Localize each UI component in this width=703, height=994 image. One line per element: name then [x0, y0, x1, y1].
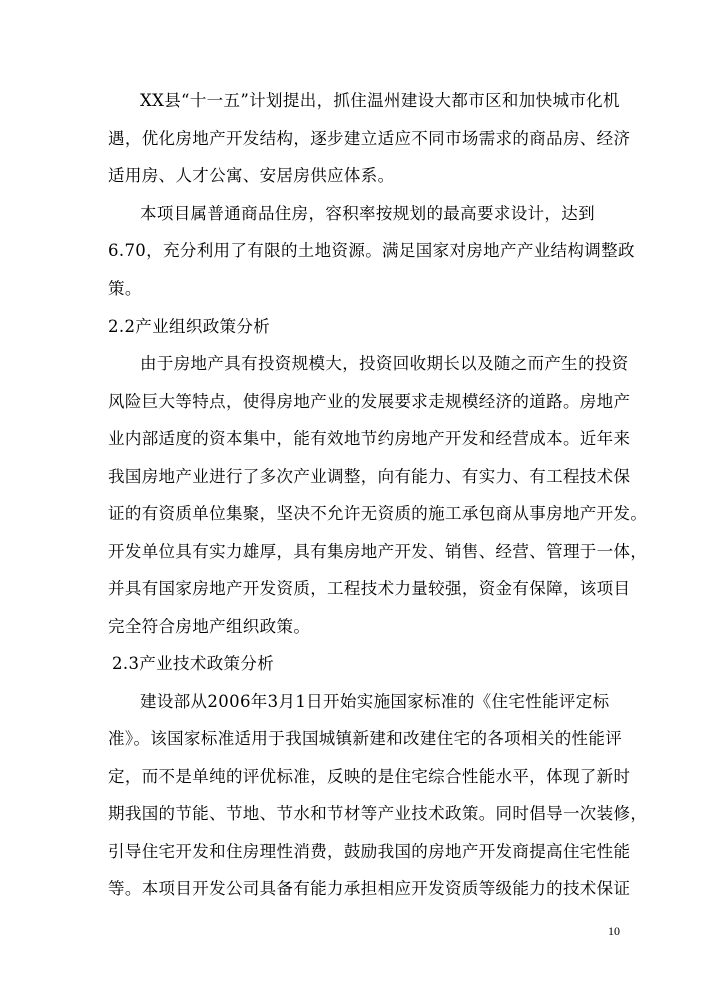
- paragraph-line-4: 本项目属普通商品住房，容积率按规划的最高要求设计，达到: [140, 204, 595, 223]
- paragraph-line-12: 开发单位具有实力雄厚，具有集房地产开发、销售、经营、管理于一体，: [108, 542, 648, 561]
- paragraph-line-17: 定，而不是单纯的评优标准，反映的是住宅综合性能水平，体现了新时: [108, 767, 631, 786]
- section-heading-2-2: 2.2产业组织政策分析: [108, 317, 271, 336]
- paragraph-line-16: 准》。该国家标准适用于我国城镇新建和改建住宅的各项相关的性能评: [108, 729, 623, 748]
- paragraph-line-19: 引导住宅开发和住房理性消费，鼓励我国的房地产开发商提高住宅性能: [108, 842, 631, 861]
- paragraph-line-9: 业内部适度的资本集中，能有效地节约房地产开发和经营成本。近年来: [108, 429, 631, 448]
- paragraph-line-18: 期我国的节能、节地、节水和节材等产业技术政策。同时倡导一次装修，: [108, 804, 648, 823]
- paragraph-line-13: 并具有国家房地产开发资质，工程技术力量较强，资金有保障，该项目: [108, 579, 631, 598]
- paragraph-line-14: 完全符合房地产组织政策。: [108, 617, 311, 636]
- page-number: 10: [608, 924, 620, 938]
- paragraph-line-6: 策。: [108, 279, 142, 298]
- paragraph-line-1: XX县“十一五”计划提出，抓住温州建设大都市区和加快城市化机: [140, 91, 620, 110]
- paragraph-line-10: 我国房地产业进行了多次产业调整，向有能力、有实力、有工程技术保: [108, 467, 631, 486]
- paragraph-line-2: 遇，优化房地产开发结构，逐步建立适应不同市场需求的商品房、经济: [108, 129, 631, 148]
- paragraph-line-3: 适用房、人才公寓、安居房供应体系。: [108, 166, 395, 185]
- paragraph-line-11: 证的有资质单位集聚，坚决不允许无资质的施工承包商从事房地产开发。: [108, 504, 648, 523]
- paragraph-line-7: 由于房地产具有投资规模大，投资回收期长以及随之而产生的投资: [140, 354, 629, 373]
- paragraph-line-8: 风险巨大等特点，使得房地产业的发展要求走规模经济的道路。房地产: [108, 392, 631, 411]
- paragraph-line-15: 建设部从2006年3月1日开始实施国家标准的《住宅性能评定标: [140, 692, 610, 711]
- section-heading-2-3: 2.3产业技术政策分析: [112, 654, 275, 673]
- paragraph-line-5: 6.70，充分利用了有限的土地资源。满足国家对房地产产业结构调整政: [108, 241, 635, 260]
- paragraph-line-20: 等。本项目开发公司具备有能力承担相应开发资质等级能力的技术保证: [108, 879, 631, 898]
